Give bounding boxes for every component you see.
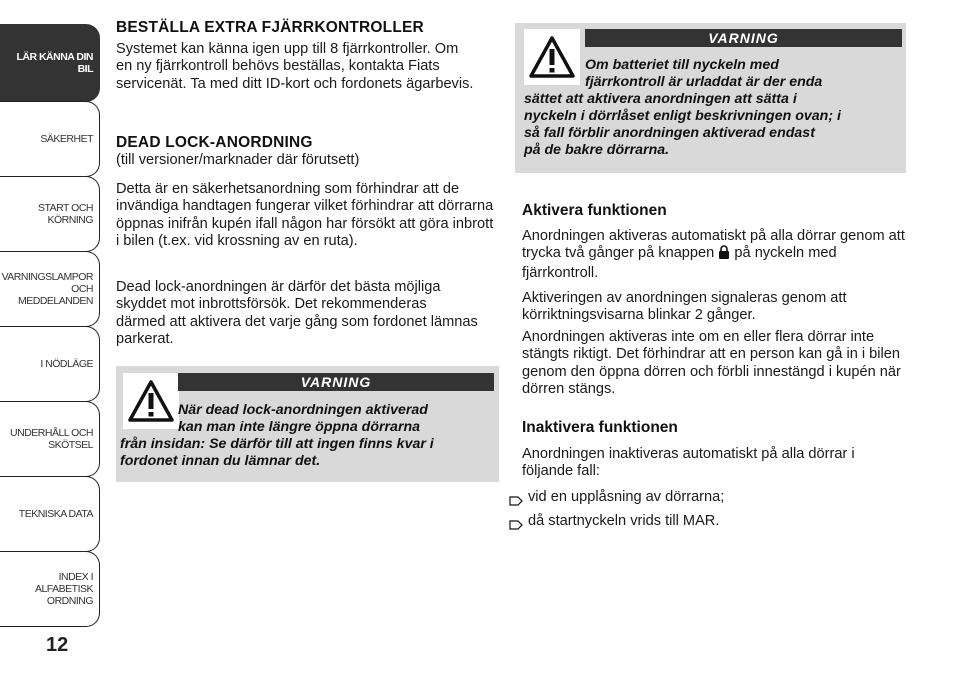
page-number: 12	[46, 634, 69, 656]
dead-lock-paragraph-2: Dead lock-anordningen är därför det bästa möjliga skyddet mot inbrottsförsök. Det rekommenderas därmed att aktivera det varje gång som fordonet lämnas parkerat.	[116, 279, 478, 348]
activate-paragraph-3: Anordningen aktiveras inte om en eller flera dörrar inte stängts riktigt. Det förhindrar att en person kan gå in i bilen genom den öppna dörren och förbli innestängd i kupén när dörren stängs.	[522, 329, 901, 398]
list-item	[509, 513, 899, 530]
warning-text-line-1: När dead lock-anordningen aktiverad	[178, 402, 428, 418]
tab-i-nodlage[interactable]	[0, 326, 100, 402]
section-title-bestalla: BESTÄLLA EXTRA FJÄRRKONTROLLER	[116, 19, 424, 36]
activate-paragraph-1	[522, 228, 906, 282]
warning-label: VARNING	[585, 29, 902, 47]
warning-text-line-5: så fall förblir anordningen aktiverad endast	[524, 125, 815, 141]
tab-label: VARNINGSLAMPOR OCH MEDDELANDEN	[1, 271, 93, 307]
tab-label: TEKNISKA DATA	[18, 508, 93, 520]
tab-label: LÄR KÄNNA DIN BIL	[16, 51, 93, 75]
activate-paragraph-1-pre: Anordningen aktiveras automatiskt på alla dörrar genom att trycka två gånger på knappen	[522, 228, 905, 262]
tab-label: UNDERHÅLL OCH SKÖTSEL	[10, 427, 93, 451]
tab-label: START OCH KÖRNING	[37, 202, 93, 226]
warning-box-dead-lock	[116, 366, 499, 482]
deactivate-paragraph-1: Anordningen inaktiveras automatiskt på alla dörrar i följande fall:	[522, 446, 855, 480]
warning-text-line-6: på de bakre dörrarna.	[524, 142, 670, 158]
tab-varningslampor[interactable]	[0, 251, 100, 327]
activate-paragraph-2: Aktiveringen av anordningen signaleras genom att körriktningsvisarna blinkar 2 gånger.	[522, 290, 847, 324]
tab-sakerhet[interactable]	[0, 101, 100, 177]
activate-paragraph-1-post: på nyckeln med fjärrkontroll.	[522, 245, 837, 281]
warning-text-line-2: fjärrkontroll är urladdat är der enda	[585, 74, 823, 90]
bullet-text: då startnyckeln vrids till MAR.	[528, 513, 720, 529]
warning-triangle-icon	[123, 373, 179, 429]
deactivate-title: Inaktivera funktionen	[522, 419, 678, 436]
chapter-tabs	[0, 0, 100, 678]
activate-title: Aktivera funktionen	[522, 202, 667, 219]
tab-index[interactable]	[0, 551, 100, 627]
dead-lock-paragraph-1: Detta är en säkerhetsanordning som förhindrar att de invändiga handtagen fungerar vilket förhindrar att dörrarna öppnas inifrån kupén ifall någon har försökt att göra inbrott i bilen (t.ex. vid krossning av en ruta).	[116, 181, 494, 250]
section-body-bestalla: Systemet kan känna igen upp till 8 fjärrkontroller. Om en ny fjärrkontroll behövs beställas, kontakta Fiats servicenät. Ta med ditt ID-kort och fordonets ägarbevis.	[116, 41, 474, 92]
tab-label: I NÖDLÄGE	[40, 358, 93, 370]
warning-text-line-2: kan man inte längre öppna dörrarna	[178, 419, 421, 435]
bullet-text: vid en upplåsning av dörrarna;	[528, 489, 725, 505]
warning-text-line-4: nyckeln i dörrlåset enligt beskrivningen ovan; i	[524, 108, 841, 124]
section-title-dead-lock: DEAD LOCK-ANORDNING	[116, 134, 313, 151]
bullet-arrow-icon	[509, 493, 523, 503]
tab-lar-kanna-din-bil[interactable]	[0, 24, 100, 102]
warning-triangle-icon	[524, 29, 580, 85]
warning-box-battery	[515, 23, 906, 173]
warning-text-line-3: från insidan: Se därför till att ingen finns kvar i	[120, 436, 434, 452]
lock-icon	[718, 245, 730, 264]
tab-underhall-och-skotsel[interactable]	[0, 401, 100, 477]
tab-label: SÄKERHET	[40, 133, 93, 145]
section-subtitle-dead-lock: (till versioner/marknader där förutsett)	[116, 152, 360, 168]
warning-text-line-1: Om batteriet till nyckeln med	[585, 57, 779, 73]
list-item	[509, 489, 899, 506]
bullet-arrow-icon	[509, 517, 523, 527]
tab-start-och-korning[interactable]	[0, 176, 100, 252]
warning-text-line-4: fordonet innan du lämnar det.	[120, 453, 321, 469]
tab-tekniska-data[interactable]	[0, 476, 100, 552]
warning-text-line-3: sättet att aktivera anordningen att sätta i	[524, 91, 797, 107]
tab-label: INDEX I ALFABETISK ORDNING	[34, 571, 93, 607]
warning-label: VARNING	[178, 373, 494, 391]
